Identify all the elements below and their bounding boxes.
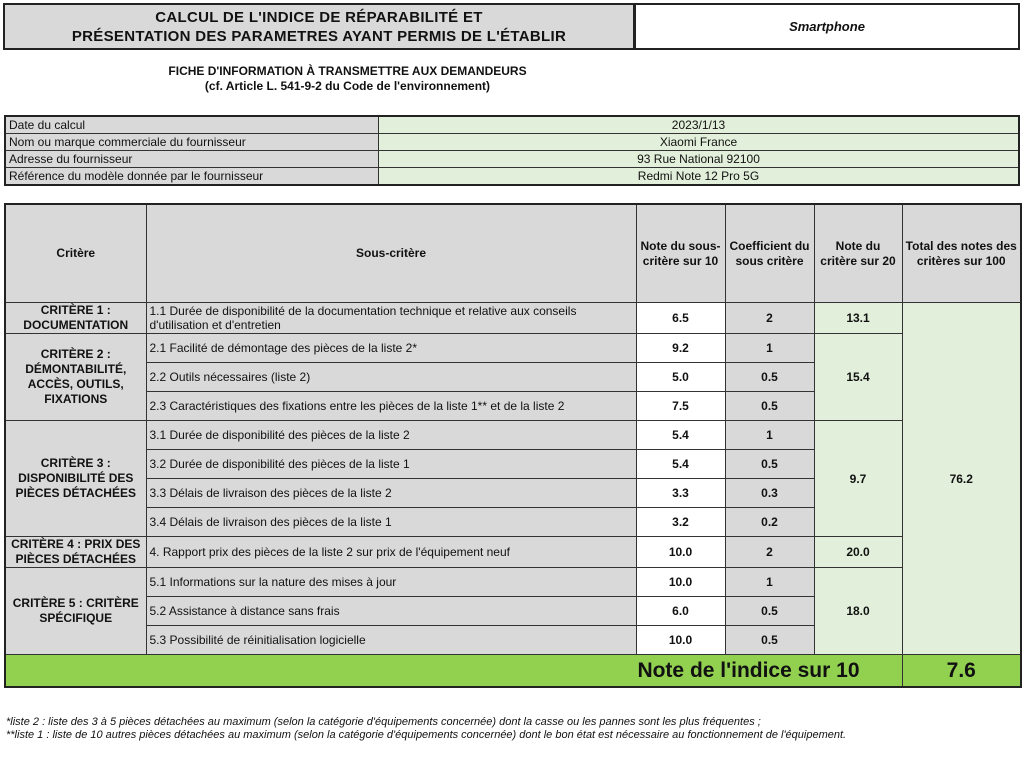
table-row	[5, 421, 1021, 450]
sub-criterion-note: 5.4	[636, 450, 725, 479]
info-value: 2023/1/13	[379, 116, 1020, 134]
sub-criterion-label: 4. Rapport prix des pièces de la liste 2 sur prix de l'équipement neuf	[146, 537, 636, 568]
header-note-sous-critere: Note du sous-critère sur 10	[636, 204, 725, 303]
sub-criterion-note: 5.0	[636, 363, 725, 392]
table-row	[5, 334, 1021, 363]
final-score-row	[5, 655, 1021, 688]
sub-criterion-label: 2.3 Caractéristiques des fixations entre les pièces de la liste 1** et de la liste 2	[146, 392, 636, 421]
sub-criterion-note: 9.2	[636, 334, 725, 363]
criterion-name: CRITÈRE 5 : CRITÈRE SPÉCIFIQUE	[5, 568, 146, 655]
info-label: Référence du modèle donnée par le fournisseur	[5, 168, 379, 186]
sub-criterion-note: 3.3	[636, 479, 725, 508]
sub-criterion-coefficient: 1	[725, 334, 814, 363]
final-score-label: Note de l'indice sur 10	[5, 655, 902, 688]
sub-criterion-note: 10.0	[636, 568, 725, 597]
sub-criterion-label: 5.2 Assistance à distance sans frais	[146, 597, 636, 626]
sub-criterion-label: 3.4 Délais de livraison des pièces de la liste 1	[146, 508, 636, 537]
sub-criterion-coefficient: 0.5	[725, 392, 814, 421]
info-row	[5, 134, 1019, 151]
info-row	[5, 116, 1019, 134]
footnote-liste-1: **liste 1 : liste de 10 autres pièces détachées au maximum (selon la catégorie d'équipements concernée) dont le bon état est nécessaire au fonctionnement de l'équipement.	[6, 729, 847, 741]
criterion-name: CRITÈRE 3 : DISPONIBILITÉ DES PIÈCES DÉTACHÉES	[5, 421, 146, 537]
footnotes	[6, 716, 1016, 742]
sub-criterion-note: 5.4	[636, 421, 725, 450]
info-label: Date du calcul	[5, 116, 379, 134]
criterion-name: CRITÈRE 1 : DOCUMENTATION	[5, 303, 146, 334]
info-value: Xiaomi France	[379, 134, 1020, 151]
table-row	[5, 537, 1021, 568]
header-critere: Critère	[5, 204, 146, 303]
sub-criterion-coefficient: 2	[725, 537, 814, 568]
criterion-note: 20.0	[814, 537, 902, 568]
sub-criterion-label: 2.1 Facilité de démontage des pièces de la liste 2*	[146, 334, 636, 363]
sub-criterion-label: 3.3 Délais de livraison des pièces de la liste 2	[146, 479, 636, 508]
sub-criterion-label: 5.1 Informations sur la nature des mises à jour	[146, 568, 636, 597]
criterion-name: CRITÈRE 2 : DÉMONTABILITÉ, ACCÈS, OUTILS, FIXATIONS	[5, 334, 146, 421]
footnote-liste-2: *liste 2 : liste des 3 à 5 pièces détachées au maximum (selon la catégorie d'équipements concernée) dont la casse ou les pannes sont les plus fréquentes ;	[6, 716, 761, 728]
sub-criterion-label: 1.1 Durée de disponibilité de la documentation technique et relative aux conseils d'utilisation et d'entretien	[146, 303, 636, 334]
criterion-note: 15.4	[814, 334, 902, 421]
table-row	[5, 568, 1021, 597]
criteria-total: 76.2	[902, 303, 1021, 655]
header-sous-critere: Sous-critère	[146, 204, 636, 303]
sub-criterion-coefficient: 1	[725, 421, 814, 450]
repairability-table	[4, 203, 1022, 688]
sub-criterion-label: 3.1 Durée de disponibilité des pièces de la liste 2	[146, 421, 636, 450]
sub-criterion-coefficient: 0.2	[725, 508, 814, 537]
info-value: 93 Rue National 92100	[379, 151, 1020, 168]
info-value: Redmi Note 12 Pro 5G	[379, 168, 1020, 186]
sub-criterion-coefficient: 0.5	[725, 450, 814, 479]
supplier-info-table	[4, 115, 1020, 186]
criterion-note: 9.7	[814, 421, 902, 537]
sub-criterion-coefficient: 0.5	[725, 626, 814, 655]
document-subtitle: FICHE D'INFORMATION À TRANSMETTRE AUX DEMANDEURS (cf. Article L. 541-9-2 du Code de l'environnement)	[168, 64, 527, 93]
sub-criterion-note: 6.5	[636, 303, 725, 334]
product-category: Smartphone	[634, 3, 1020, 50]
sub-criterion-coefficient: 2	[725, 303, 814, 334]
sub-criterion-coefficient: 0.3	[725, 479, 814, 508]
sub-criterion-coefficient: 0.5	[725, 597, 814, 626]
sub-criterion-note: 3.2	[636, 508, 725, 537]
info-label: Adresse du fournisseur	[5, 151, 379, 168]
sub-criterion-coefficient: 1	[725, 568, 814, 597]
header-total: Total des notes des critères sur 100	[902, 204, 1021, 303]
sub-criterion-label: 3.2 Durée de disponibilité des pièces de la liste 1	[146, 450, 636, 479]
criterion-name: CRITÈRE 4 : PRIX DES PIÈCES DÉTACHÉES	[5, 537, 146, 568]
sub-criterion-note: 10.0	[636, 626, 725, 655]
info-label: Nom ou marque commerciale du fournisseur	[5, 134, 379, 151]
document-title: CALCUL DE L'INDICE DE RÉPARABILITÉ ET PRÉSENTATION DES PARAMETRES AYANT PERMIS DE L'ÉTABLIR	[3, 3, 635, 50]
sub-criterion-label: 5.3 Possibilité de réinitialisation logicielle	[146, 626, 636, 655]
criterion-note: 13.1	[814, 303, 902, 334]
table-row	[5, 303, 1021, 334]
sub-criterion-label: 2.2 Outils nécessaires (liste 2)	[146, 363, 636, 392]
header-note-critere: Note du critère sur 20	[814, 204, 902, 303]
sub-criterion-coefficient: 0.5	[725, 363, 814, 392]
header-coefficient: Coefficient du sous critère	[725, 204, 814, 303]
final-score-value: 7.6	[902, 655, 1021, 688]
info-row	[5, 168, 1019, 186]
sub-criterion-note: 10.0	[636, 537, 725, 568]
table-header-row	[5, 204, 1021, 303]
sub-criterion-note: 6.0	[636, 597, 725, 626]
info-row	[5, 151, 1019, 168]
sub-criterion-note: 7.5	[636, 392, 725, 421]
criterion-note: 18.0	[814, 568, 902, 655]
